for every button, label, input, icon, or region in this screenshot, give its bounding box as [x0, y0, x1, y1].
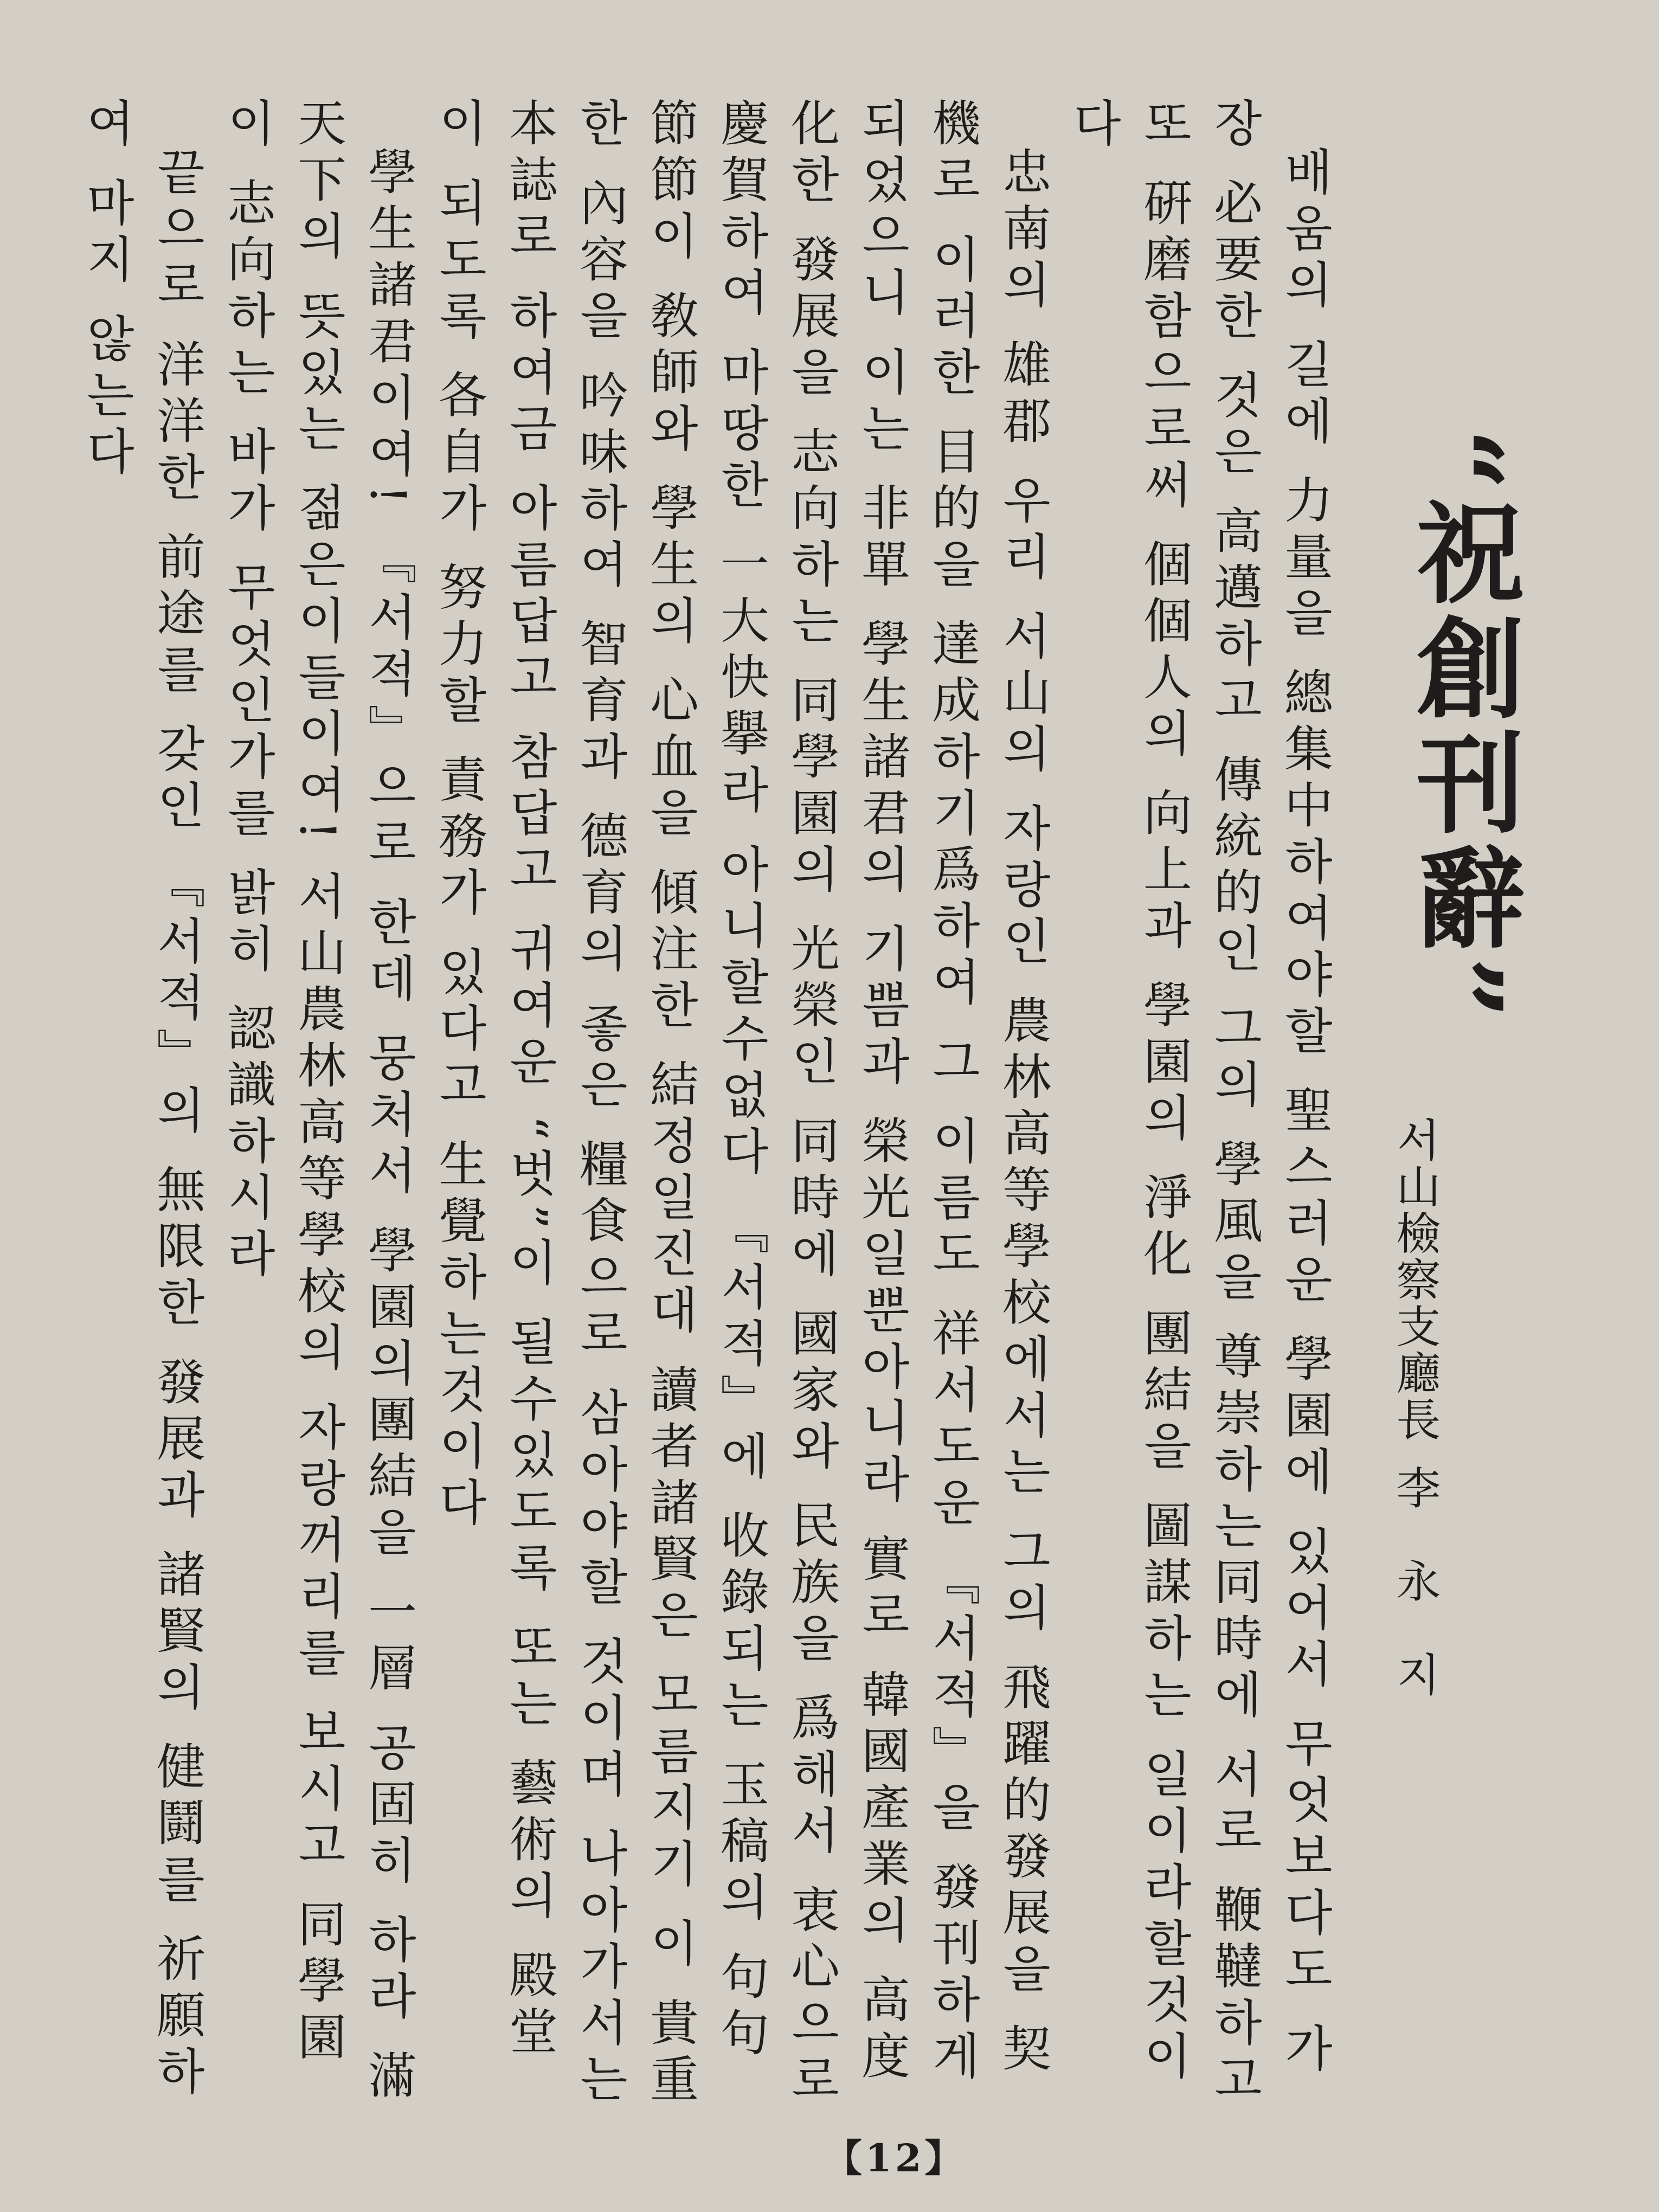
author-byline	[1389, 1117, 1441, 1698]
article-title: “祝創刊辭”	[1398, 428, 1526, 1026]
page-number: 【12】	[824, 2136, 966, 2181]
body-paragraph-3: 學生諸君이여! 『서적』으로 한데 뭉처서 學園의團結을 一層 공固히 하라 滿天下의 뜻있는 젊은이들이여! 서山農林高等學校의 자랑꺼리를 보시고 同學園이 志向하는 바가 무엇인가를 밝히 認識하시라	[218, 98, 416, 2107]
body-paragraph-1: 배움의 길에 力量을 總集中하여야할 聖스러운 學園에 있어서 무엇보다도 가장 必要한 것은 高邁하고 傳統的인 그의 學風을 尊崇하는同時에 서로 鞭韃하고 또 硏磨함으로써 個個人의 向上과 學園의 淨化 團結을 圖謀하는 일이라할것이다	[1064, 98, 1333, 2110]
author-name: 李 永 지	[1389, 1465, 1441, 1698]
body-paragraph-4: 끝으로 洋洋한 前途를 갖인 『서적』의 無限한 發展과 諸賢의 健鬪를 祈願하여 마지 않는다	[78, 98, 205, 2102]
author-position: 서山檢察支廳長	[1389, 1117, 1441, 1443]
article-body	[78, 98, 1339, 2114]
body-paragraph-2: 忠南의 雄郡 우리 서山의 자랑인 農林高等學校에서는 그의 飛躍的發展을 契機로 이러한 目的을 達成하기爲하여 그 이름도 祥서도운 『서적』을 發刊하게되었으니 이는 非單 學生諸君의 기쁨과 榮光일뿐아니라 實로 韓國產業의 高度化한 發展을 志向하는 同學園의 光榮인 同時에 國家와 民族을 爲해서 衷心으로 慶賀하여 마땅한 一大快擧라 아니할수없다 『서적』에 收錄되는 玉稿의 句句節節이 敎師와 學生의 心血을 傾注한 結정일진대 讀者諸賢은 모름지기 이 貴重한 內容을 吟味하여 智育과 德育의 좋은 糧食으로 삼아야할 것이며 나아가서는 本誌로 하여금 아름답고 참답고 귀여운 “벗”이 될수있도록 또는 藝術의 殿堂이 되도록 各自가 努力할 責務가 있다고 生覺하는것이다	[430, 98, 1051, 2110]
